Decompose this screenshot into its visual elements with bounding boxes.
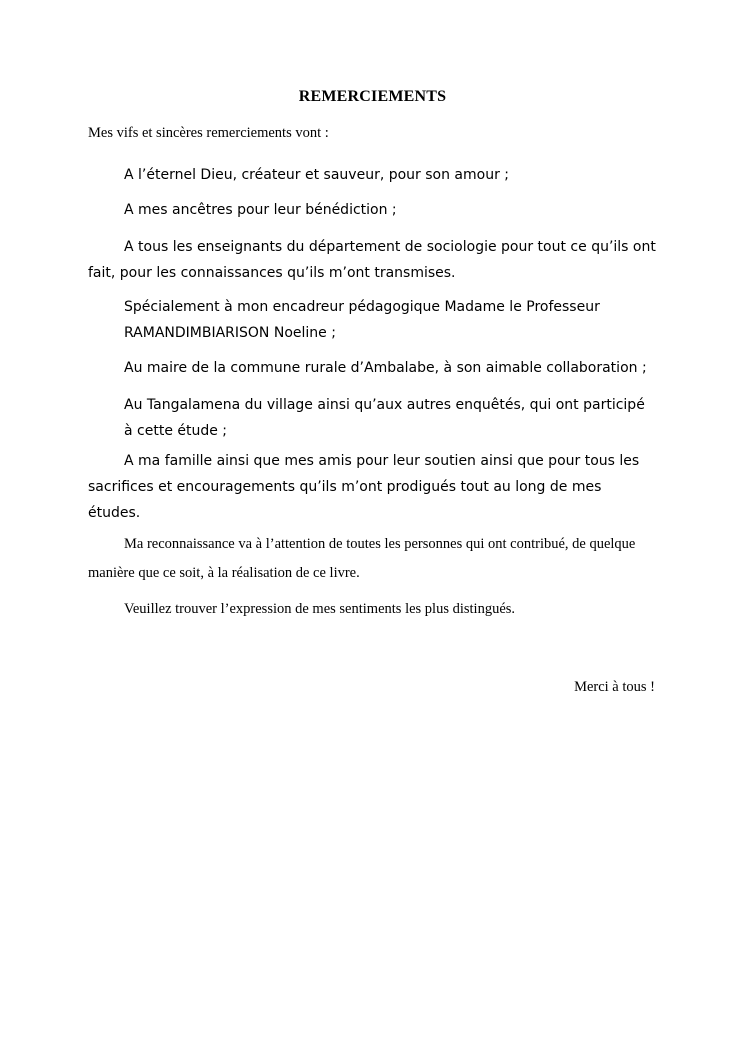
thanks-item-supervisor: Spécialement à mon encadreur pédagogique Madame le Professeur RAMANDIMBIARISON Noeline ; [124, 299, 600, 341]
thanks-item-ancestors: A mes ancêtres pour leur bénédiction ; [124, 202, 397, 218]
thanks-item-god: A l’éternel Dieu, créateur et sauveur, pour son amour ; [124, 167, 510, 183]
page-title: REMERCIEMENTS [298, 88, 447, 105]
thanks-item-teachers: A tous les enseignants du département de sociologie pour tout ce qu’ils ont fait, pour les connaissances qu’ils m’ont transmises. [88, 239, 656, 281]
closing-paragraph: Veuillez trouver l’expression de mes sentiments les plus distingués. [124, 601, 516, 617]
recognition-paragraph: Ma reconnaissance va à l’attention de toutes les personnes qui ont contribué, de quelque manière que ce soit, à la réalisation de ce livre. [88, 536, 636, 581]
intro-line: Mes vifs et sincères remerciements vont : [88, 125, 329, 141]
thanks-item-family: A ma famille ainsi que mes amis pour leur soutien ainsi que pour tous les sacrifices et encouragements qu’ils m’ont prodigués tout au long de mes études. [88, 453, 640, 521]
thanks-item-village: Au Tangalamena du village ainsi qu’aux autres enquêtés, qui ont participé à cette étude ; [124, 397, 645, 439]
signoff: Merci à tous ! [574, 679, 655, 695]
thanks-item-mayor: Au maire de la commune rurale d’Ambalabe, à son aimable collaboration ; [124, 360, 647, 376]
